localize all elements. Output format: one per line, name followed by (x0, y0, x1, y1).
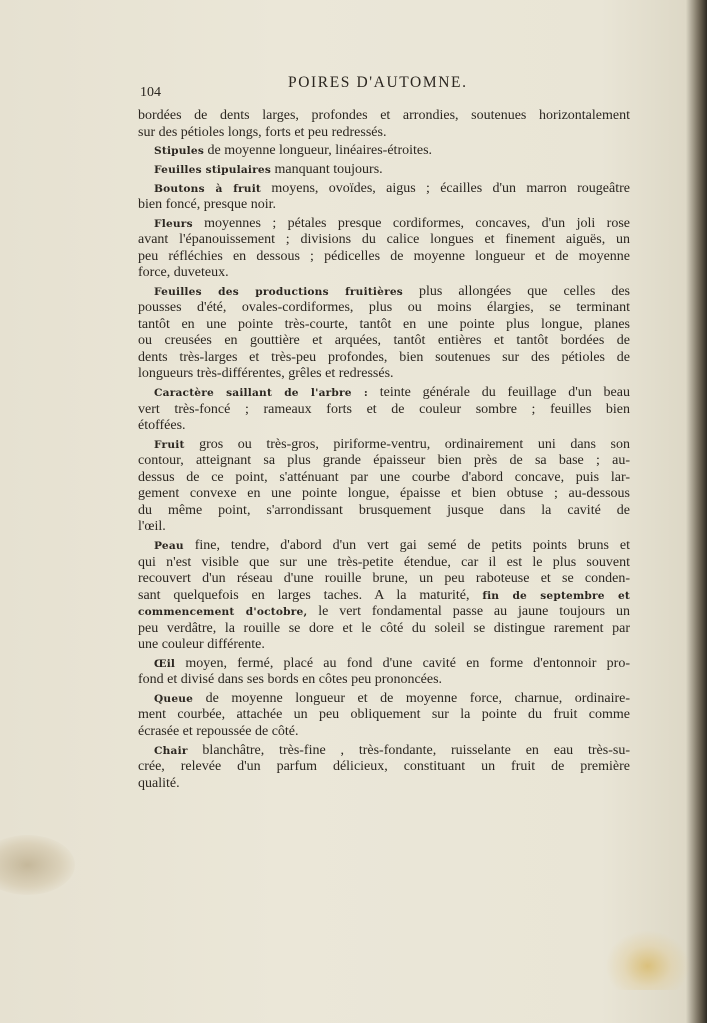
text-segment: avant l'épanouissement ; divisions du calice longues et finement aiguës, un (138, 232, 630, 248)
paragraph (138, 181, 630, 214)
text-segment: moyens, ovoïdes, aigus ; écailles d'un marron rougeâtre (261, 180, 630, 196)
text-segment: dessus de ce point, s'atténuant par une courbe d'abord concave, puis lar- (138, 469, 630, 485)
text-segment: gement convexe en une pointe longue, épaisse et bien obtuse ; au-dessous (138, 486, 630, 502)
text-segment: une couleur différente. (138, 637, 265, 652)
text-line (138, 143, 630, 160)
text-segment: sant quelquefois en larges taches. A la maturité, (138, 587, 483, 603)
text-segment: de moyenne longueur et de moyenne force, charnue, ordinaire- (193, 690, 630, 706)
paragraph (138, 162, 630, 179)
bold-term: Caractère saillant de l'arbre : (154, 387, 368, 400)
text-segment: longueurs très-différentes, grêles et redressés. (138, 366, 394, 382)
text-segment: étoffées. (138, 418, 186, 434)
text-segment: fine, tendre, d'abord d'un vert gai semé de petits points bruns et (183, 538, 630, 553)
text-segment: peu réfléchies en dessous ; pédicelles de moyenne longueur et de moyenne (138, 248, 630, 264)
text-line (138, 162, 630, 179)
text-segment: ou creusées en gouttière et arquées, tantôt entières et tantôt bordées de (138, 333, 630, 349)
text-line (138, 366, 630, 383)
text-line (138, 125, 630, 142)
text-segment: blanchâtre, très-fine , très-fondante, ruisselante en eau très-su- (187, 742, 630, 758)
bold-term: Feuilles stipulaires (154, 163, 272, 176)
text-line (138, 470, 630, 487)
text-line (138, 776, 630, 793)
text-segment: du même point, s'arrondissant brusquement jusque dans la cavité de (138, 502, 630, 518)
text-line (138, 350, 630, 367)
text-line (138, 588, 630, 605)
text-line (138, 604, 630, 621)
text-line (138, 519, 630, 536)
bold-term: fin de septembre et (482, 589, 630, 602)
text-line (138, 621, 630, 638)
text-line (138, 656, 630, 673)
text-line (138, 317, 630, 334)
text-segment: bordées de dents larges, profondes et arrondies, soutenues horizontalement (138, 108, 630, 123)
text-line (138, 300, 630, 317)
text-line (138, 265, 630, 282)
text-segment: moyen, fermé, placé au fond d'une cavité en forme d'entonnoir pro- (175, 655, 630, 671)
text-segment: de moyenne longueur, linéaires-étroites. (204, 143, 433, 159)
text-segment: contour, atteignant sa plus grande épaisseur bien près de sa base ; au- (138, 453, 630, 469)
text-line (138, 486, 630, 503)
bold-term: Peau (154, 540, 184, 552)
text-segment: force, duveteux. (138, 265, 229, 281)
text-line (138, 333, 630, 350)
text-line (138, 181, 630, 198)
bold-term: commencement d'octobre, (138, 606, 308, 618)
text-segment: crée, relevée d'un parfum délicieux, constituant un fruit de première (138, 759, 630, 775)
text-segment: le vert fondamental passe au jaune toujours un (307, 604, 630, 619)
paragraph (138, 284, 630, 383)
text-line (138, 672, 630, 689)
text-line (138, 637, 630, 654)
text-line (138, 216, 630, 233)
paragraph (138, 538, 630, 654)
text-line (138, 284, 630, 301)
bold-term: Fleurs (154, 217, 193, 230)
page-number: 104 (140, 85, 161, 100)
text-segment: vert très-foncé ; rameaux forts et de couleur sombre ; feuilles bien (138, 401, 630, 417)
text-line (138, 197, 630, 214)
text-segment: qui n'est visible que sur une très-petite étendue, car il est le plus souvent (138, 554, 630, 570)
text-segment: tantôt en une pointe très-courte, tantôt en une pointe plus longue, planes (138, 316, 630, 332)
text-segment: gros ou très-gros, piriforme-ventru, ordinairement uni dans son (184, 436, 630, 452)
text-segment: recouvert d'un réseau d'une rouille brune, un peu raboteuse et se conden- (138, 571, 630, 586)
bold-term: Feuilles des productions fruitières (154, 285, 403, 298)
text-segment: pousses d'été, ovales-cordiformes, plus ou moins élargies, se terminant (138, 300, 630, 316)
bold-term: Stipules (154, 145, 205, 158)
text-line (138, 691, 630, 708)
text-segment: bien foncé, presque noir. (138, 197, 277, 213)
bold-term: Boutons à fruit (154, 182, 262, 195)
text-line (138, 418, 630, 435)
text-segment: manquant toujours. (271, 161, 383, 177)
text-line (138, 759, 630, 776)
text-segment: plus allongées que celles des (402, 283, 630, 299)
text-line (138, 437, 630, 454)
bold-term: Œil (154, 657, 176, 670)
text-segment: peu verdâtre, la rouille se dore et le côté du soleil se distingue rarement par (138, 620, 630, 636)
bold-term: Fruit (154, 438, 185, 451)
text-segment: qualité. (138, 775, 180, 791)
paragraph (138, 743, 630, 793)
bold-term: Chair (154, 744, 188, 757)
text-line (138, 707, 630, 724)
text-segment: teinte générale du feuillage d'un beau (368, 385, 630, 401)
text-segment: dents très-larges et très-peu profondes, bien soutenues sur des pétioles de (138, 349, 630, 365)
paragraph (138, 216, 630, 282)
text-line (138, 555, 630, 572)
paper-stain (0, 835, 75, 895)
text-line (138, 724, 630, 741)
text-line (138, 249, 630, 266)
bold-term: Queue (154, 692, 194, 705)
paragraph (138, 143, 630, 160)
text-line (138, 538, 630, 555)
text-segment: sur des pétioles longs, forts et peu redressés. (138, 124, 387, 140)
paragraph (138, 108, 630, 141)
text-line (138, 402, 630, 419)
text-line (138, 571, 630, 588)
text-segment: fond et divisé dans ses bords en côtes peu prononcées. (138, 672, 443, 688)
text-line (138, 743, 630, 760)
body-text (138, 108, 630, 794)
text-line (138, 453, 630, 470)
text-segment: l'œil. (138, 519, 166, 535)
text-line (138, 503, 630, 520)
running-title: POIRES D'AUTOMNE. (288, 74, 468, 91)
text-segment: moyennes ; pétales presque cordiformes, concaves, d'un joli rose (192, 215, 630, 231)
paragraph (138, 437, 630, 536)
paper-stain (605, 930, 690, 990)
text-line (138, 385, 630, 402)
text-line (138, 232, 630, 249)
paragraph (138, 656, 630, 689)
paragraph (138, 691, 630, 741)
paragraph (138, 385, 630, 435)
text-line (138, 108, 630, 125)
text-segment: écrasée et repoussée de côté. (138, 723, 299, 739)
text-segment: ment courbée, attachée un peu obliquement sur la pointe du fruit comme (138, 707, 630, 723)
